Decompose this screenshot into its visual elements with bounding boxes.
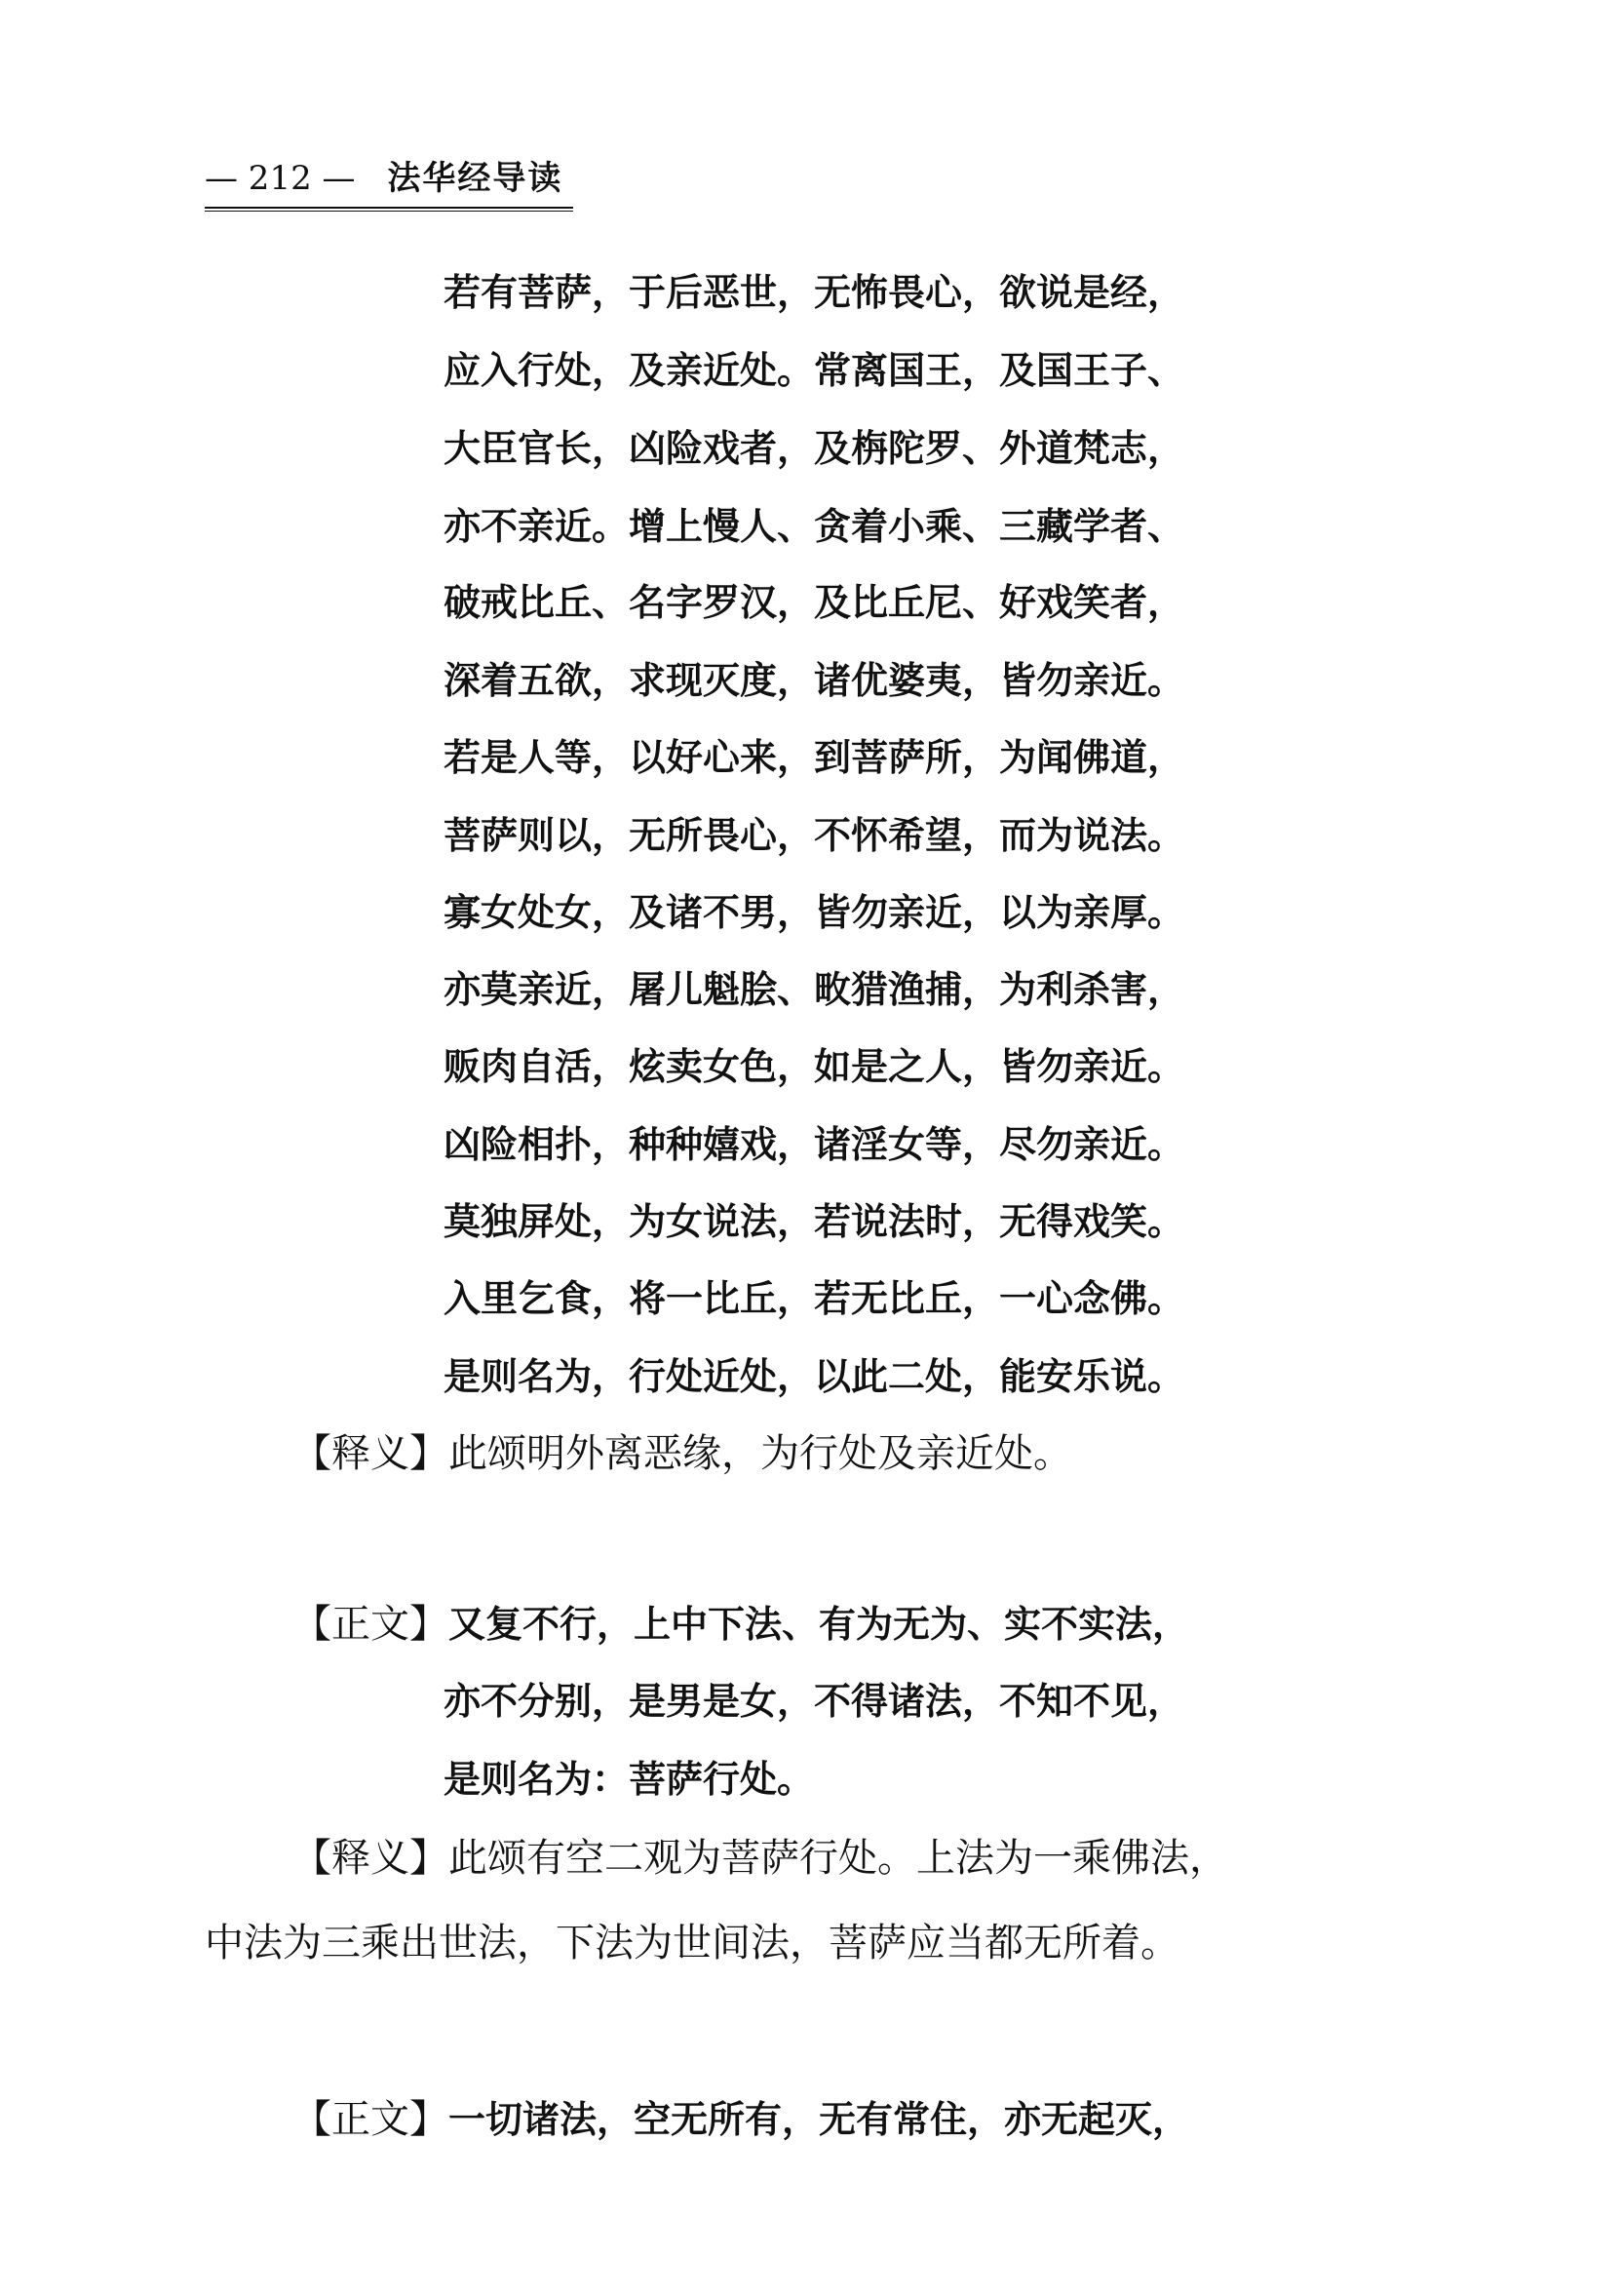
verse-line: 莫独屏处，为女说法，若说法时，无得戏笑。 bbox=[444, 1200, 1185, 1243]
shiyi-paragraph-1 bbox=[292, 1428, 1072, 1479]
zhengwen-paragraph-3 bbox=[292, 2094, 1189, 2145]
verse-line: 深着五欲，求现灭度，诸优婆夷，皆勿亲近。 bbox=[444, 659, 1185, 702]
shiyi-tag: 【释义】 bbox=[292, 1431, 448, 1476]
shiyi-tag: 【释义】 bbox=[292, 1836, 448, 1881]
header-rule bbox=[205, 207, 573, 209]
running-header bbox=[205, 156, 595, 201]
verse-line: 贩肉自活，炫卖女色，如是之人，皆勿亲近。 bbox=[444, 1045, 1185, 1088]
shiyi-text: 此颂明外离恶缘，为行处及亲近处。 bbox=[448, 1431, 1072, 1476]
verse-line: 菩萨则以，无所畏心，不怀希望，而为说法。 bbox=[444, 814, 1185, 857]
shiyi-text: 此颂有空二观为菩萨行处。上法为一乘佛法， bbox=[448, 1836, 1228, 1881]
zhengwen-tag: 【正文】 bbox=[292, 2097, 448, 2142]
shiyi-paragraph-2 bbox=[292, 1833, 1228, 1884]
verse-line: 大臣官长，凶险戏者，及栴陀罗、外道梵志， bbox=[444, 427, 1185, 470]
page-number: — 212 — bbox=[205, 159, 356, 198]
verse-line: 若有菩萨，于后恶世，无怖畏心，欲说是经， bbox=[444, 271, 1185, 314]
book-title: 法华经导读 bbox=[387, 159, 563, 198]
verse-line: 亦不亲近。增上慢人、贪着小乘、三藏学者、 bbox=[444, 505, 1185, 548]
header-rule-thin bbox=[205, 211, 573, 212]
zhengwen-paragraph-2 bbox=[292, 1599, 1189, 1650]
shiyi-continuation: 中法为三乘出世法，下法为世间法，菩萨应当都无所着。 bbox=[205, 1921, 1179, 1965]
verse-line: 亦不分别，是男是女，不得诸法，不知不见， bbox=[444, 1680, 1185, 1723]
zhengwen-first-line: 一切诸法，空无所有，无有常住，亦无起灭， bbox=[448, 2098, 1190, 2141]
zhengwen-tag: 【正文】 bbox=[292, 1602, 448, 1647]
verse-line: 是则名为：菩萨行处。 bbox=[444, 1758, 815, 1801]
verse-line: 是则名为，行处近处，以此二处，能安乐说。 bbox=[444, 1355, 1185, 1398]
verse-line: 亦莫亲近，屠儿魁脍、畋猎渔捕，为利杀害， bbox=[444, 968, 1185, 1011]
zhengwen-first-line: 又复不行，上中下法、有为无为、实不实法， bbox=[448, 1603, 1190, 1646]
verse-line: 应入行处，及亲近处。常离国王，及国王子、 bbox=[444, 349, 1185, 392]
verse-line: 凶险相扑，种种嬉戏，诸淫女等，尽勿亲近。 bbox=[444, 1123, 1185, 1166]
verse-line: 寡女处女，及诸不男，皆勿亲近，以为亲厚。 bbox=[444, 891, 1185, 934]
verse-line: 破戒比丘、名字罗汉，及比丘尼、好戏笑者， bbox=[444, 581, 1185, 624]
verse-line: 入里乞食，将一比丘，若无比丘，一心念佛。 bbox=[444, 1277, 1185, 1320]
verse-line: 若是人等，以好心来，到菩萨所，为闻佛道， bbox=[444, 736, 1185, 779]
